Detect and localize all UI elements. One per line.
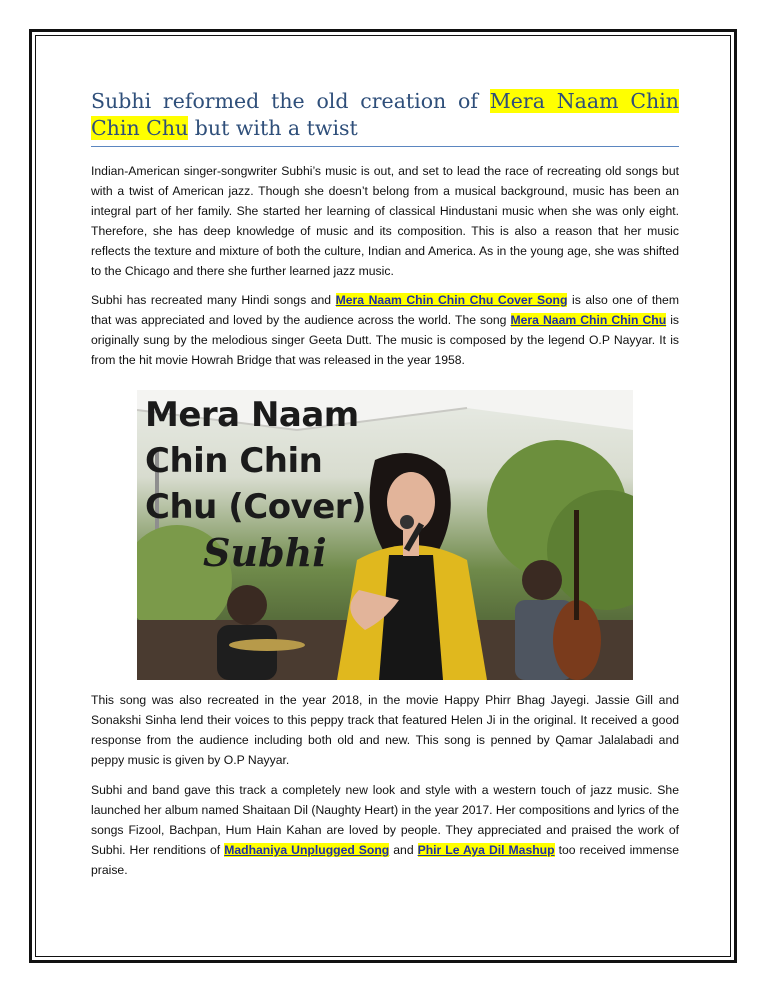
paragraph-2: Subhi has recreated many Hindi songs and Mera Naam Chin Chin Chu Cover Song is also one of them that was appreciated and loved by the audience across the world. The song Mera Naam Chin Chin Chu is originally sung by the melodious singer Geeta Dutt. The music is composed by the legend O.P Nayyar. It is from the hit movie Howrah Bridge that was released in the year 1958. (91, 293, 679, 367)
cover-title: Mera Naam Chin Chin Chu (Cover) (145, 395, 367, 527)
link-mera-naam[interactable]: Mera Naam Chin Chin Chu (510, 313, 667, 327)
paragraph-3: This song was also recreated in the year 2018, in the movie Happy Phirr Bhag Jayegi. Jassie Gill and Sonakshi Sinha lend their voices to this peppy track that featured Helen Ji in the original. It received a good response from the audience including both old and new. This song is penned by Qamar Jalalabadi and peppy music is given by O.P Nayyar. (91, 693, 679, 767)
title-highlight: Mera Naam Chin Chin Chu (91, 89, 679, 140)
link-phir-le-aya[interactable]: Phir Le Aya Dil Mashup (417, 843, 555, 857)
cover-image (137, 390, 633, 680)
cover-artist: Subhi (203, 530, 327, 575)
paragraph-4: Subhi and band gave this track a completely new look and style with a western touch of jazz music. She launched her album named Shaitaan Dil (Naughty Heart) in the year 2017. Her compositions and lyrics of the songs Fizool, Bachpan, Hum Hain Kahan are loved by people. They appreciated and praised the work of Subhi. Her renditions of Madhaniya Unplugged Song and Phir Le Aya Dil Mashup too received immense praise. (91, 783, 680, 877)
article (91, 88, 679, 880)
paragraph-1: Indian-American singer-songwriter Subhi’s music is out, and set to lead the race of recreating old songs but with a twist of American jazz. Though she doesn’t belong from a musical background, music has been an integral part of her family. She started her learning of classical Hindustani music when she was only eight. Therefore, she has deep knowledge of music and its composition. This is also a reason that her music reflects the texture and mixture of both the culture, Indian and America. As in the young age, she was shifted to the Chicago and there she further learned jazz music. (91, 164, 679, 278)
link-madhaniya[interactable]: Madhaniya Unplugged Song (224, 843, 390, 857)
link-cover-song[interactable]: Mera Naam Chin Chin Chu Cover Song (335, 293, 568, 307)
article-title: Subhi reformed the old creation of Mera Naam Chin Chin Chu but with a twist (91, 88, 679, 147)
